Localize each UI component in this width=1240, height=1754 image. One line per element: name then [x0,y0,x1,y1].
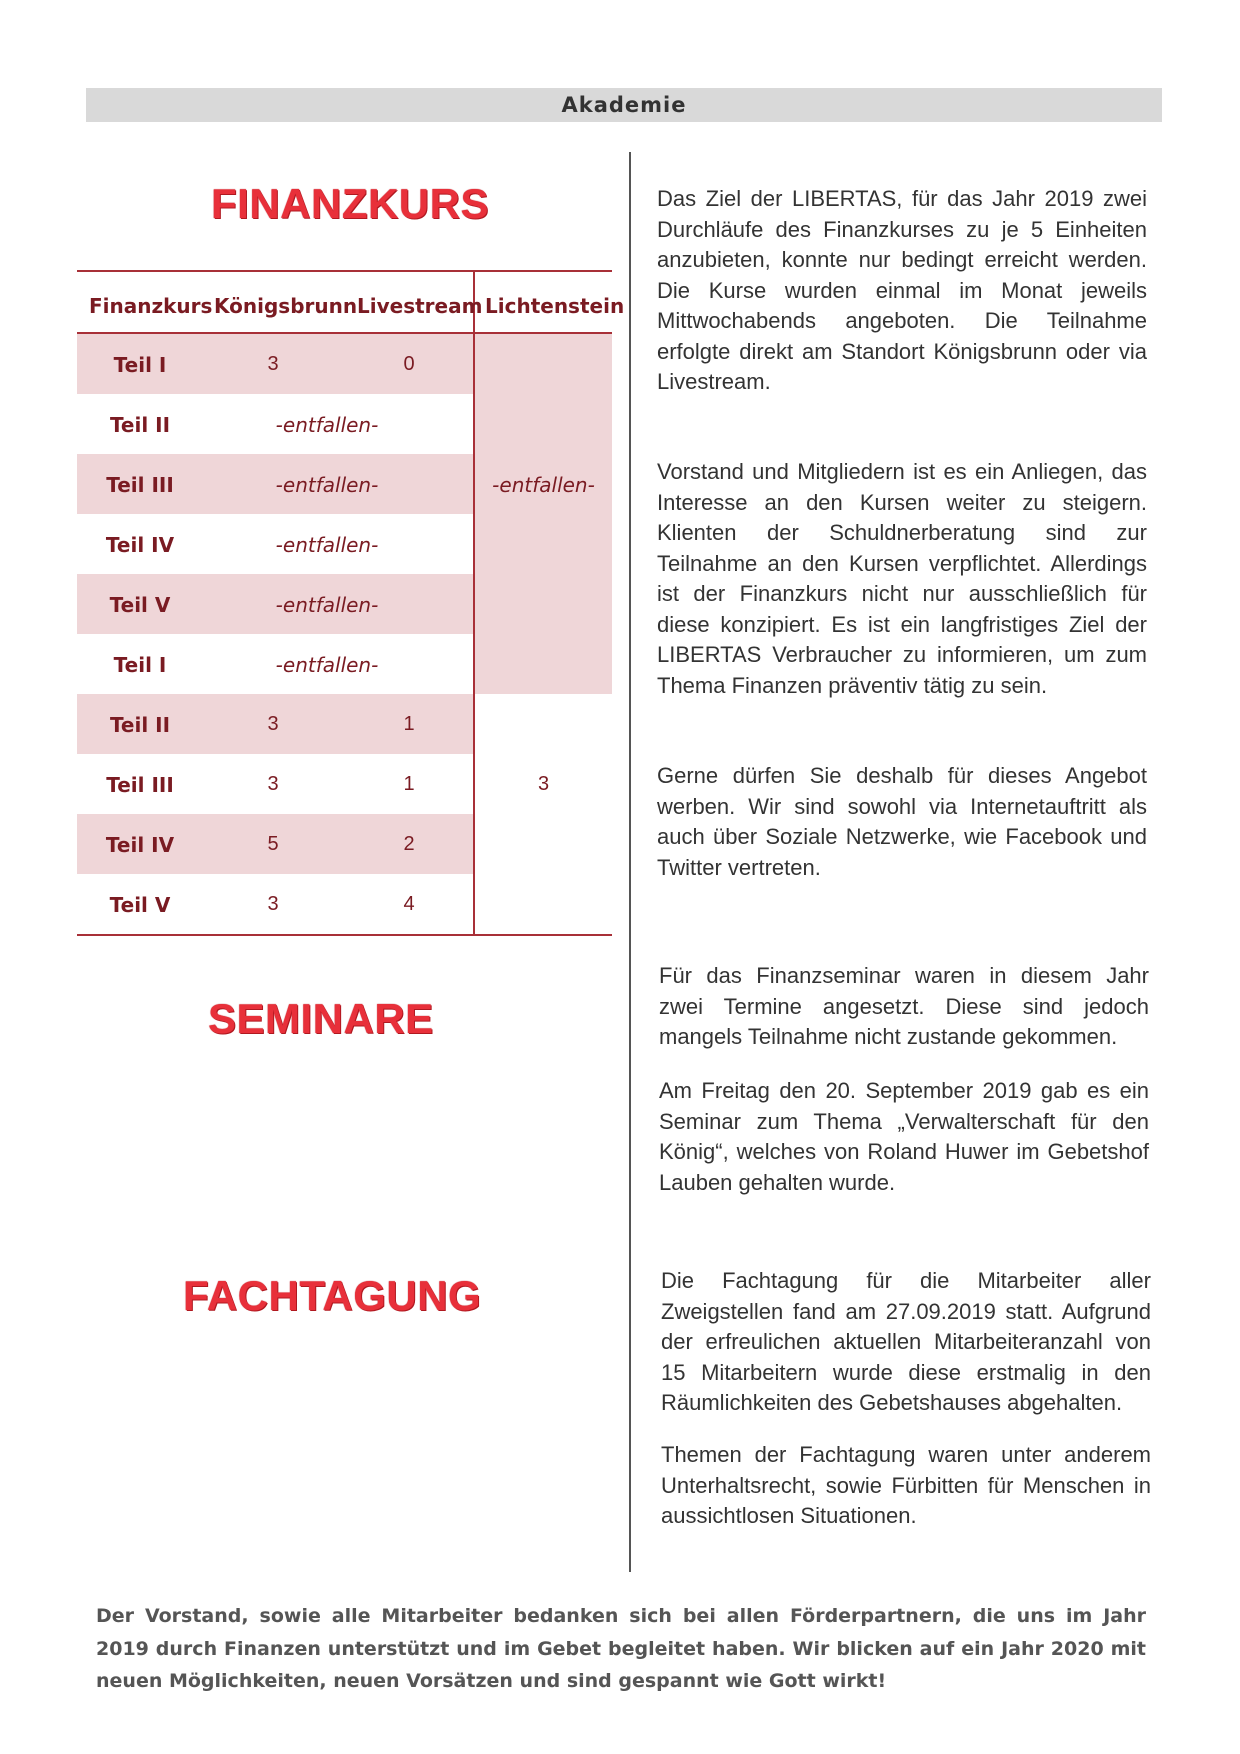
cell-livestream: 0 [403,353,415,375]
table-header-rule [77,332,612,334]
row-label: Teil V [109,893,171,917]
cell-livestream: 2 [403,833,415,855]
paragraph: Am Freitag den 20. September 2019 gab es ein Seminar zum Thema „Verwalterschaft für den König“, welches von Roland Huwer im Gebetshof Lauben gehalten wurde. [659,1078,1149,1195]
cell-livestream: 1 [403,773,415,795]
paragraph: Die Fachtagung für die Mitarbeiter aller Zweigstellen fand am 27.09.2019 statt. Aufgrund der erfreulichen aktuellen Mitarbeiteranzahl von 15 Mitarbeitern wurde diese erstmalig in den Räumlichkeiten des Gebetshauses abgehalten. [661,1268,1151,1415]
cell-koenigsbrunn: 3 [267,893,279,915]
row-label: Teil V [109,593,171,617]
column-divider [629,152,631,1572]
section-header: Akademie [86,88,1162,122]
cell-entfallen: -entfallen- [275,593,379,617]
row-label: Teil I [113,653,167,677]
cell-lichtenstein-group2: 3 [537,773,550,795]
cell-entfallen: -entfallen- [275,653,379,677]
paragraph: Das Ziel der LIBERTAS, für das Jahr 2019 zwei Durchläufe des Finanzkurses zu je 5 Einheiten anzubieten, konnte nur bedingt erreicht werden. Die Kurse wurden einmal im Monat jeweils Mittwochabends angeboten. Die Teilnahme erfolgte direkt am Standort Königsbrunn oder via Livestream. [657,186,1147,394]
table-bottom-rule [77,934,612,936]
row-label: Teil III [106,473,174,497]
table-column-separator [473,270,475,936]
lichtenstein-band [475,394,612,454]
header-koenigsbrunn: Königsbrunn [214,294,358,318]
header-finanzkurs: Finanzkurs [89,294,213,318]
cell-koenigsbrunn: 5 [267,833,279,855]
row-label: Teil IV [105,833,175,857]
row-label: Teil III [106,773,174,797]
cell-koenigsbrunn: 3 [267,353,279,375]
cell-koenigsbrunn: 3 [267,713,279,735]
row-label: Teil II [109,713,171,737]
table-top-rule [77,270,612,272]
heading-seminare: SEMINARE [208,995,434,1042]
cell-koenigsbrunn: 3 [267,773,279,795]
cell-entfallen: -entfallen- [275,413,379,437]
header-livestream: Livestream [357,294,483,318]
lichtenstein-band [475,634,612,694]
cell-lichtenstein-group1: -entfallen- [492,473,595,497]
row-label: Teil IV [105,533,175,557]
finanzkurs-table [77,270,625,936]
lichtenstein-band [475,514,612,574]
row-label: Teil I [113,353,167,377]
cell-livestream: 4 [403,893,415,915]
header-lichtenstein: Lichtenstein [485,294,625,318]
footer-note: Der Vorstand, sowie alle Mitarbeiter bedanken sich bei allen Förderpartnern, die uns im Jahr 2019 durch Finanzen unterstützt und im Gebet begleitet haben. Wir blicken auf ein Jahr 2020 mit neuen Möglichkeiten, neuen Vorsätzen und sind gespannt wie Gott wirkt! [96,1605,1146,1692]
paragraph: Vorstand und Mitgliedern ist es ein Anliegen, das Interesse an den Kursen weiter zu steigern. Klienten der Schuldnerberatung sind zur Teilnahme an den Kursen verpflichtet. Allerdings ist der Finanzkurs nicht nur ausschließlich für diese konzipiert. Es ist ein langfristiges Ziel der LIBERTAS Verbraucher zu informieren, um zum Thema Finanzen präventiv tätig zu sein. [657,459,1147,698]
cell-entfallen: -entfallen- [275,533,379,557]
paragraph: Für das Finanzseminar waren in diesem Jahr zwei Termine angesetzt. Diese sind jedoch mangels Teilnahme nicht zustande gekommen. [659,963,1149,1049]
cell-livestream: 1 [403,713,415,735]
paragraph: Themen der Fachtagung waren unter anderem Unterhaltsrecht, sowie Fürbitten für Menschen in aussichtlosen Situationen. [661,1442,1151,1528]
heading-finanzkurs: FINANZKURS [211,180,489,227]
paragraph: Gerne dürfen Sie deshalb für dieses Angebot werben. Wir sind sowohl via Internetauftritt als auch über Soziale Netzwerke, wie Facebook und Twitter vertreten. [657,763,1147,880]
cell-entfallen: -entfallen- [275,473,379,497]
heading-fachtagung: FACHTAGUNG [183,1272,482,1319]
row-label: Teil II [109,413,171,437]
